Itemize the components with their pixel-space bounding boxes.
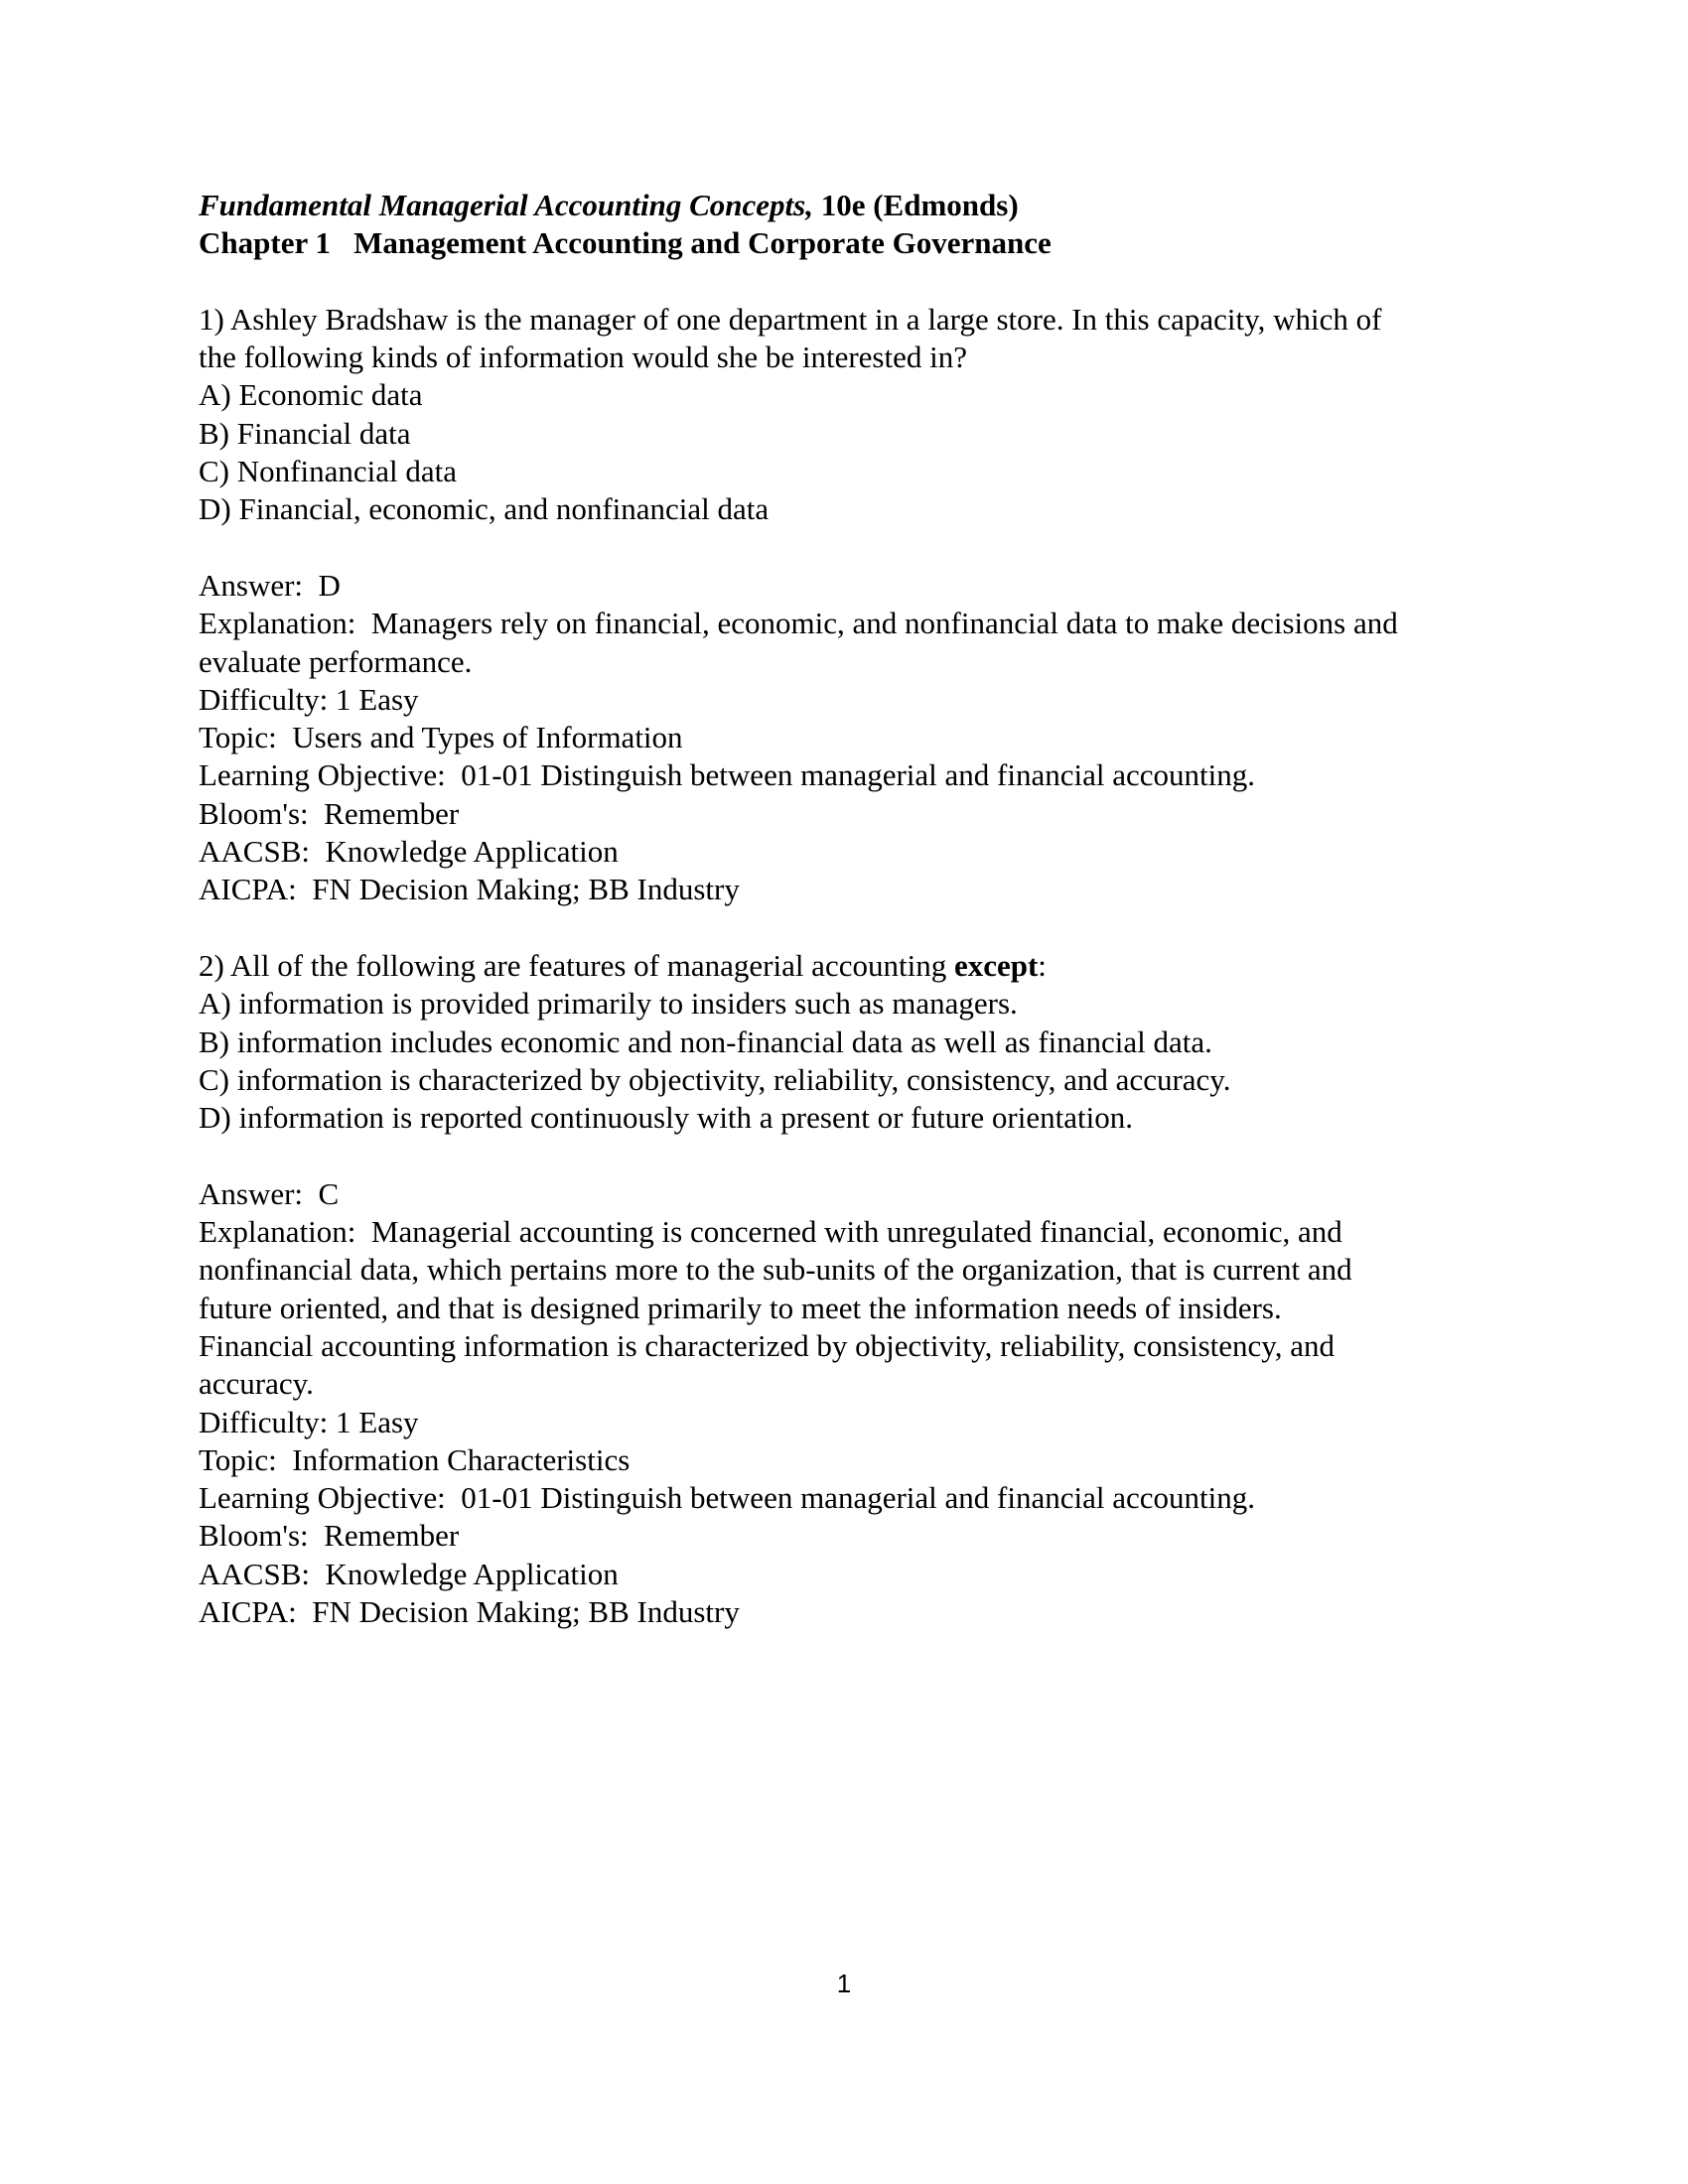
question-2 xyxy=(199,947,1509,1631)
book-title: Fundamental Managerial Accounting Concepts, xyxy=(199,188,813,222)
answer-option: A) information is provided primarily to insiders such as managers. xyxy=(199,986,1018,1022)
explanation-text: nonfinancial data, which pertains more to the sub-units of the organization, that is current and xyxy=(199,1252,1352,1288)
explanation-text: Financial accounting information is characterized by objectivity, reliability, consistency, and xyxy=(199,1327,1336,1363)
book-title-line xyxy=(199,187,1509,224)
explanation-text: Explanation: Managerial accounting is concerned with unregulated financial, economic, and xyxy=(199,1214,1342,1250)
aacsb-label: AACSB: Knowledge Application xyxy=(199,1556,619,1591)
answer-key: Answer: C xyxy=(199,1175,340,1211)
blooms-label: Bloom's: Remember xyxy=(199,1518,460,1554)
document-header xyxy=(199,187,1509,263)
topic-label: Topic: Information Characteristics xyxy=(199,1441,631,1477)
explanation-text: accuracy. xyxy=(199,1366,314,1402)
answer-option: A) Economic data xyxy=(199,377,423,413)
topic-label: Topic: Users and Types of Information xyxy=(199,720,683,755)
book-edition: 10e (Edmonds) xyxy=(812,188,1019,222)
spacer xyxy=(199,263,1509,301)
question-1 xyxy=(199,301,1509,909)
question-stem-text: 2) All of the following are features of managerial accounting xyxy=(199,947,954,983)
difficulty-label: Difficulty: 1 Easy xyxy=(199,681,419,717)
answer-option: D) information is reported continuously with a present or future orientation. xyxy=(199,1100,1133,1136)
answer-option: B) information includes economic and non-financial data as well as financial data. xyxy=(199,1024,1212,1059)
explanation-text: evaluate performance. xyxy=(199,643,473,679)
learning-objective-label: Learning Objective: 01-01 Distinguish between managerial and financial accounting. xyxy=(199,757,1255,793)
chapter-title: Chapter 1 Management Accounting and Corporate Governance xyxy=(199,225,1052,261)
answer-key: Answer: D xyxy=(199,567,341,603)
explanation-text: Explanation: Managers rely on financial, economic, and nonfinancial data to make decisions and xyxy=(199,606,1398,641)
document-page xyxy=(199,187,1509,1631)
answer-option: D) Financial, economic, and nonfinancial data xyxy=(199,491,770,527)
blooms-label: Bloom's: Remember xyxy=(199,795,460,831)
spacer xyxy=(199,909,1509,947)
spacer xyxy=(199,1137,1509,1174)
question-stem-end: : xyxy=(1038,947,1047,983)
question-stem: the following kinds of information would she be interested in? xyxy=(199,340,967,375)
answer-option: C) information is characterized by objectivity, reliability, consistency, and accuracy. xyxy=(199,1061,1231,1097)
spacer xyxy=(199,529,1509,567)
question-stem xyxy=(199,947,1509,985)
explanation-text: future oriented, and that is designed primarily to meet the information needs of insiders. xyxy=(199,1290,1282,1325)
page-number: 1 xyxy=(836,1969,852,1998)
learning-objective-label: Learning Objective: 01-01 Distinguish between managerial and financial accounting. xyxy=(199,1480,1255,1516)
aicpa-label: AICPA: FN Decision Making; BB Industry xyxy=(199,1593,740,1629)
answer-option: B) Financial data xyxy=(199,415,411,451)
difficulty-label: Difficulty: 1 Easy xyxy=(199,1404,419,1439)
aacsb-label: AACSB: Knowledge Application xyxy=(199,834,619,870)
question-stem: 1) Ashley Bradshaw is the manager of one department in a large store. In this capacity, which of xyxy=(199,301,1382,337)
answer-option: C) Nonfinancial data xyxy=(199,454,457,489)
aicpa-label: AICPA: FN Decision Making; BB Industry xyxy=(199,872,740,907)
question-stem-emphasis: except xyxy=(953,947,1039,983)
